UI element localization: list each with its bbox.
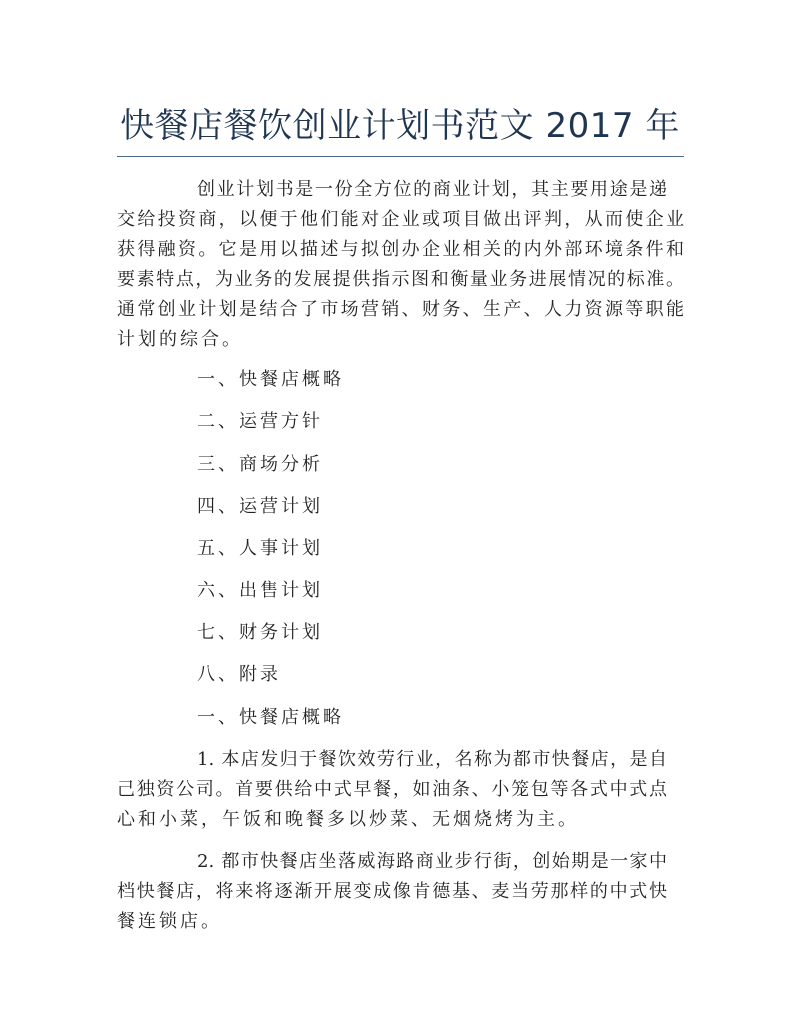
section-heading: 一、快餐店概略	[197, 707, 344, 728]
toc-item: 四、运营计划	[197, 496, 323, 517]
document-title: 快餐店餐饮创业计划书范文 2017 年	[120, 106, 680, 146]
toc-item: 三、商场分析	[197, 454, 323, 475]
text-line: 获得融资。它是用以描述与拟创办企业相关的内外部环境条件和	[117, 239, 684, 260]
toc-item: 八、附录	[197, 664, 281, 685]
paragraph-1	[117, 745, 667, 835]
text-line: 2. 都市快餐店坐落威海路商业步行街，创始期是一家中	[197, 851, 667, 872]
text-line: 1. 本店发归于餐饮效劳行业，名称为都市快餐店，是自	[197, 749, 667, 770]
text-line: 创业计划书是一份全方位的商业计划，其主要用途是递	[197, 179, 667, 200]
text-line: 要素特点，为业务的发展提供指示图和衡量业务进展情况的标准。	[117, 269, 684, 290]
text-line: 心和小菜，午饭和晚餐多以炒菜、无烟烧烤为主。	[117, 809, 579, 830]
text-line: 餐连锁店。	[117, 911, 222, 932]
toc-item: 七、财务计划	[197, 622, 323, 643]
intro-paragraph	[117, 175, 684, 355]
toc-item: 五、人事计划	[197, 538, 323, 559]
toc-item: 一、快餐店概略	[197, 369, 344, 390]
title-divider	[117, 156, 684, 157]
toc-item: 二、运营方针	[197, 411, 323, 432]
text-line: 档快餐店，将来将逐渐开展变成像肯德基、麦当劳那样的中式快	[117, 881, 667, 902]
paragraph-2	[117, 847, 667, 937]
text-line: 己独资公司。首要供给中式早餐，如油条、小笼包等各式中式点	[117, 779, 667, 800]
text-line: 通常创业计划是结合了市场营销、财务、生产、人力资源等职能	[117, 299, 684, 320]
text-line: 计划的综合。	[117, 329, 243, 350]
text-line: 交给投资商，以便于他们能对企业或项目做出评判，从而使企业	[117, 209, 684, 230]
toc-item: 六、出售计划	[197, 580, 323, 601]
